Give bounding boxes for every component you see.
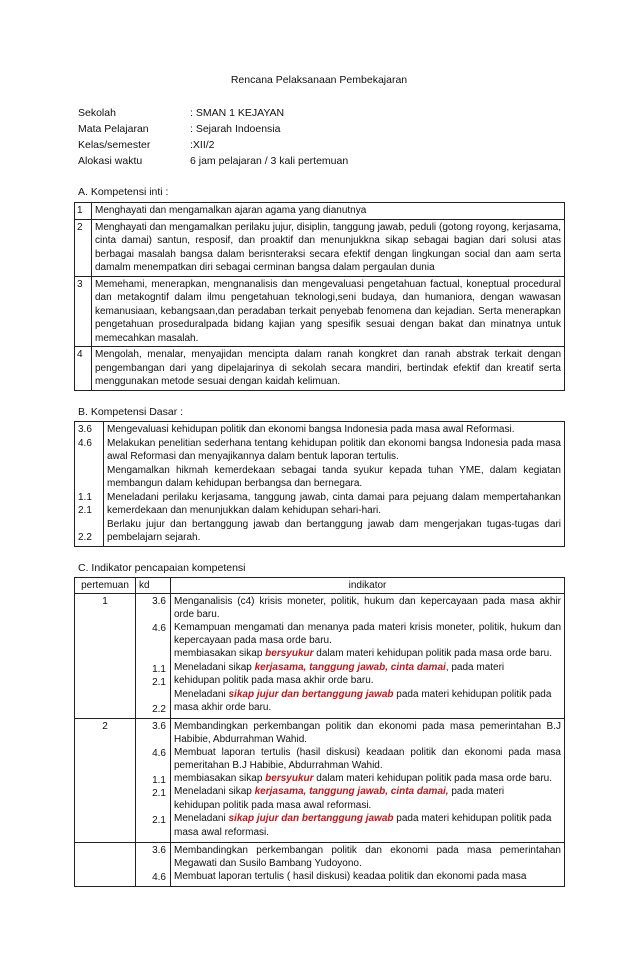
table-row bbox=[75, 594, 565, 719]
kd-code: 3.6 bbox=[152, 596, 166, 607]
kd-code: 4.6 bbox=[152, 623, 166, 634]
meeting-number: 2 bbox=[75, 718, 136, 843]
kd-text: Mengamalkan hikmah kemerdekaan sebagai tanda syukur kepada tuhan YME, dalam kegiatan membangun dalam kehidupan berbangsa dan bernegara. bbox=[107, 464, 561, 489]
indicator-text: Menganalisis (c4) krisis moneter, politik, hukum dan kepercayaan pada masa akhir orde baru. bbox=[174, 596, 561, 620]
kd-text: Berlaku jujur dan bertanggung jawab dan bertanggung jawab dam mengerjakan tugas-tugas dari pembelajarn sejarah. bbox=[107, 518, 561, 543]
indicator-text: Meneladani sikap jujur dan bertanggung jawab pada materi kehidupan politik pada bbox=[174, 688, 552, 700]
item-number: 1 bbox=[75, 203, 92, 220]
identity-value: : Sejarah Indoensia bbox=[190, 123, 281, 135]
table-row bbox=[75, 203, 565, 220]
kd-code: 4.6 bbox=[152, 747, 166, 759]
indicator-text: masa akhir orde baru. bbox=[174, 702, 272, 713]
page-title: Rencana Pelaksanaan Pembekajaran bbox=[230, 74, 408, 86]
identity-row bbox=[78, 107, 348, 123]
identity-label: Kelas/semester bbox=[78, 139, 151, 151]
indicator-text: masa awal reformasi. bbox=[174, 826, 270, 838]
indicator-text: membiasakan sikap bersyukur dalam materi kehidupan politik pada masa orde baru. bbox=[174, 772, 552, 784]
kd-number: 4.6 bbox=[78, 437, 92, 449]
kd-code: 1.1 bbox=[152, 774, 166, 786]
header-meeting: pertemuan bbox=[75, 578, 136, 594]
indicator-text: kehidupan politik pada masa awal reformasi. bbox=[174, 799, 372, 811]
item-number: 2 bbox=[75, 219, 92, 276]
indicator-text: Membandingkan perkembangan politik dan ekonomi pada masa pemerintahan B.J Habibie, Abdurrahman Wahid. bbox=[174, 720, 561, 745]
indicator-text: Membandingkan perkembangan politik dan ekonomi pada masa pemerintahan Megawati dan Susilo Bambang Yudoyono. bbox=[174, 845, 561, 869]
indicator-text: membiasakan sikap bersyukur dalam materi kehidupan politik pada masa orde baru. bbox=[174, 648, 552, 659]
indicator-column bbox=[171, 594, 565, 719]
section-a-heading: A. Kompetensi inti : bbox=[78, 186, 169, 198]
indicator-text: Membuat laporan tertulis ( hasil diskusi) keadaa politik dan ekonomi pada masa bbox=[174, 871, 527, 882]
kd-text: Mengevaluasi kehidupan politik dan ekonomi bangsa Indonesia pada masa awal Reformasi. bbox=[107, 424, 515, 435]
identity-label: Alokasi waktu bbox=[78, 155, 143, 167]
kd-code: 1.1 bbox=[152, 663, 166, 675]
identity-table bbox=[78, 107, 348, 171]
identity-label: Sekolah bbox=[78, 107, 116, 119]
section-b-heading: B. Kompetensi Dasar : bbox=[78, 406, 184, 418]
basic-competence-table bbox=[74, 421, 565, 547]
item-text: Menghayati dan mengamalkan ajaran agama yang dianutnya bbox=[92, 203, 565, 220]
identity-value: : SMAN 1 KEJAYAN bbox=[190, 107, 285, 119]
kd-code: 3.6 bbox=[152, 845, 166, 856]
table-row bbox=[75, 276, 565, 347]
table-row bbox=[75, 843, 565, 887]
item-number: 3 bbox=[75, 276, 92, 347]
kd-code: 2.1 bbox=[152, 788, 166, 799]
meeting-number: 1 bbox=[75, 594, 136, 719]
kd-number: 2.1 bbox=[78, 505, 92, 516]
indicator-text: kehidupan politik pada masa akhir orde baru. bbox=[174, 675, 374, 686]
kd-code: 4.6 bbox=[152, 872, 166, 883]
kd-number-column bbox=[75, 422, 104, 547]
header-kd: kd bbox=[136, 578, 171, 594]
identity-label: Mata Pelajaran bbox=[78, 123, 149, 135]
identity-row bbox=[78, 139, 348, 155]
table-row bbox=[75, 219, 565, 276]
header-indicator: indikator bbox=[171, 578, 565, 594]
table-header-row bbox=[75, 578, 565, 594]
table-row bbox=[75, 718, 565, 843]
kd-code: 3.6 bbox=[152, 720, 166, 732]
kd-code: 2.2 bbox=[152, 704, 166, 715]
item-text: Memehami, menerapkan, mengnanalisis dan mengevaluasi pengetahuan factual, koneptual procedural dan metakogntif dalam ilmu pengetahuan teknologi,seni budaya, dan humaniora, dengan wawasan kemanusiaan, kebangsaan,dan peradaban terkait penyebab fenomena dan kejadian. Serta menerapkan pengetahuan proseduralpada bidang kajian yang spesifik sesuai dengan bakat dan minatnya untuk memecahkan masalah. bbox=[92, 276, 565, 347]
identity-row bbox=[78, 155, 348, 171]
identity-value: 6 jam pelajaran / 3 kali pertemuan bbox=[190, 155, 349, 167]
item-number: 4 bbox=[75, 347, 92, 391]
item-text: Mengolah, menalar, menyajidan mencipta dalam ranah kongkret dan ranah abstrak terkait dengan pengembangan dari yang dipelajarinya di sekolah secara mandiri, bertindak efektif dan kreatif serta menggunakan metode sesuai dengan kaidah kelimuan. bbox=[92, 347, 565, 391]
kd-column bbox=[136, 594, 171, 719]
indicator-text: Meneladani sikap kerjasama, tanggung jawab, cinta damai, pada materi bbox=[174, 786, 505, 797]
indicator-table bbox=[74, 577, 565, 887]
kd-text-column bbox=[104, 422, 565, 547]
meeting-number bbox=[75, 843, 136, 887]
table-row bbox=[75, 347, 565, 391]
kd-number: 3.6 bbox=[78, 424, 92, 435]
item-text: Menghayati dan mengamalkan perilaku jujur, disiplin, tanggung jawab, peduli (gotong royong, kerjasama, cinta damai) santun, resposif, dan proaktif dan menunjukkna sikap sebagai bagian dari solusi atas berbagai masalah bangsa dalam berisnteraksi secara efektif dengan lingkungan social dan aam serta damalm menempatkan diri sebagai cerminan bangsa dalam pergaulan dunia bbox=[92, 219, 565, 276]
indicator-text: Membuat laporan tertulis (hasil diskusi) keadaan politik dan ekonomi pada masa pemeritahan B.J Habibie, Abdurrahman Wahid. bbox=[174, 746, 561, 771]
core-competence-table bbox=[74, 202, 565, 391]
indicator-column bbox=[171, 718, 565, 843]
indicator-text: Meneladani sikap jujur dan bertanggung jawab pada materi kehidupan politik pada bbox=[174, 813, 552, 824]
identity-row bbox=[78, 123, 348, 139]
kd-column bbox=[136, 718, 171, 843]
kd-text: Meneladani perilaku kerjasama, tanggung jawab, cinta damai para pejuang dalam mempertahankan kemerdekaan dan menunjukkan dalam kehidupan sehari-hari. bbox=[107, 491, 561, 516]
indicator-text: Meneladani sikap kerjasama, tanggung jawab, cinta damai, pada materi bbox=[174, 661, 505, 673]
indicator-column bbox=[171, 843, 565, 887]
kd-code: 2.1 bbox=[152, 677, 166, 688]
kd-column bbox=[136, 843, 171, 887]
kd-number: 2.2 bbox=[78, 532, 92, 543]
indicator-text: Kemampuan mengamati dan menanya pada materi krisis moneter, politik, hukum dan kepercayaan pada masa orde baru. bbox=[174, 622, 561, 646]
kd-text: Melakukan penelitian sederhana tentang kehidupan politik dan ekonomi bangsa Indonesia pada masa awal Reformasi dan menyajikannya dalam bentuk laporan tertulis. bbox=[107, 437, 561, 462]
table-row bbox=[75, 422, 565, 547]
identity-value: :XII/2 bbox=[190, 139, 215, 151]
kd-code: 2.1 bbox=[152, 815, 166, 826]
section-c-heading: C. Indikator pencapaian kompetensi bbox=[78, 562, 246, 574]
kd-number: 1.1 bbox=[78, 491, 92, 503]
